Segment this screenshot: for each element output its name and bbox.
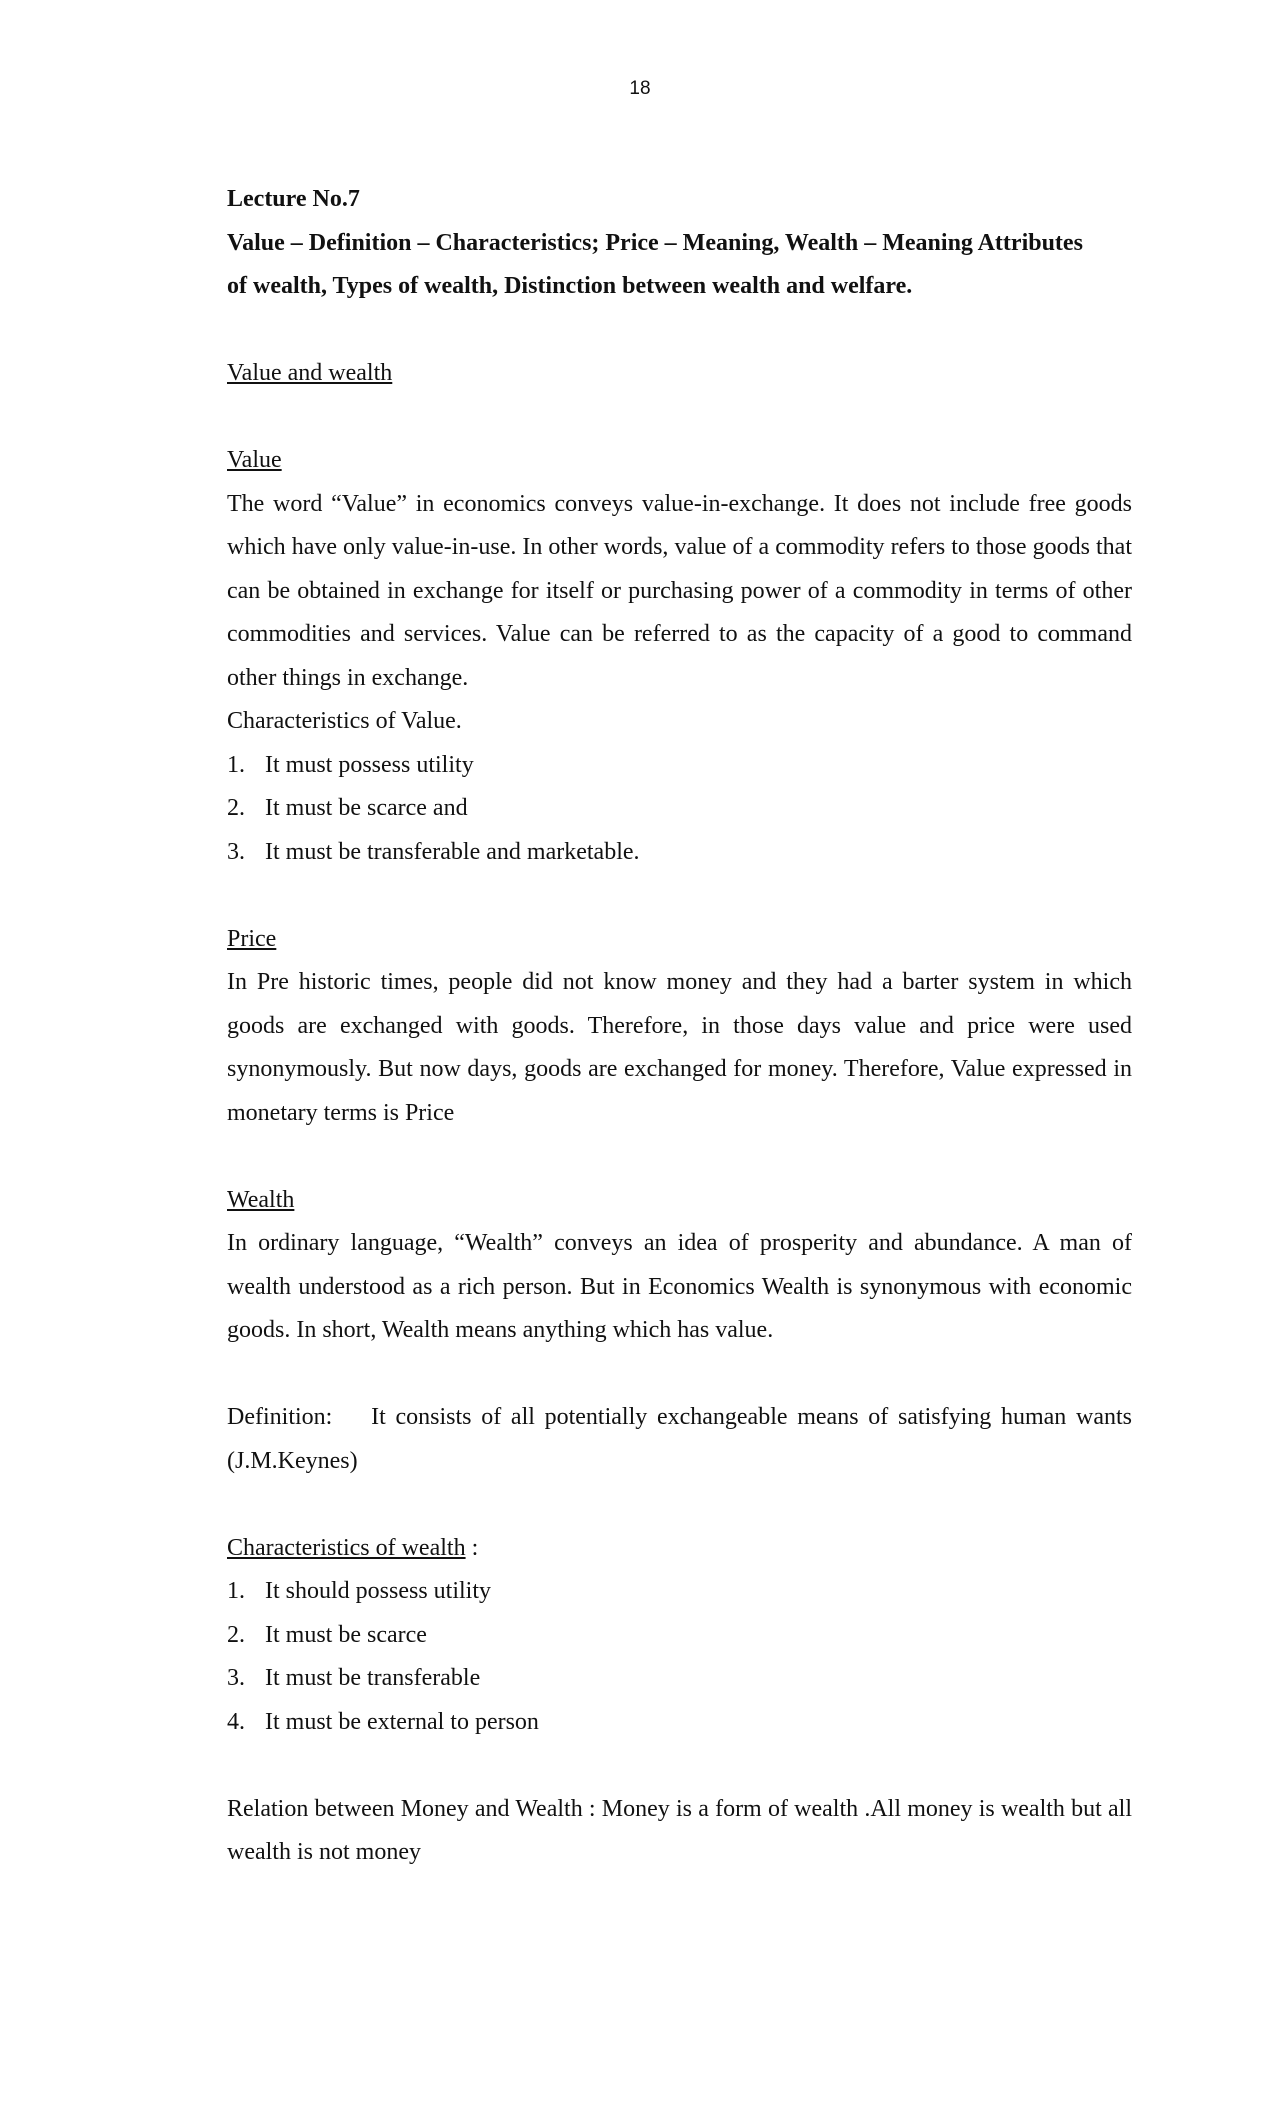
list-item: 2. It must be scarce (227, 1621, 427, 1648)
list-item: 1. It must possess utility (227, 751, 474, 778)
value-characteristics-list (227, 744, 1132, 875)
lecture-title-line1: Value – Definition – Characteristics; Price – Meaning, Wealth – Meaning Attributes (227, 229, 1083, 256)
list-item: 3. It must be transferable and marketable. (227, 838, 640, 865)
list-item: 1. It should possess utility (227, 1578, 492, 1604)
price-paragraph: In Pre historic times, people did not know money and they had a barter system in which goods are exchanged with goods. Therefore, in those days value and price were used synonymously. But now days, goods are exchanged for money. Therefore, Value expressed in monetary terms is Price (227, 969, 1132, 1126)
lecture-number: Lecture No.7 (227, 186, 360, 212)
value-heading: Value (227, 447, 282, 473)
price-heading: Price (227, 925, 277, 952)
value-paragraph: The word “Value” in economics conveys value-in-exchange. It does not include free goods which have only value-in-use. In other words, value of a commodity refers to those goods that can be obtained in exchange for itself or purchasing power of a commodity in terms of other commodities and services. Value can be referred to as the capacity of a good to command other things in exchange. (227, 490, 1132, 691)
wealth-definition (227, 1396, 1132, 1483)
wealth-heading: Wealth (227, 1186, 295, 1213)
lecture-title-line2: of wealth, Types of wealth, Distinction between wealth and welfare. (227, 273, 913, 299)
wealth-paragraph: In ordinary language, “Wealth” conveys an idea of prosperity and abundance. A man of wealth understood as a rich person. But in Economics Wealth is synonymous with economic goods. In short, Wealth means anything which has value. (227, 1230, 1132, 1343)
list-item: 4. It must be external to person (227, 1708, 539, 1735)
wealth-characteristics-list (227, 1570, 1132, 1744)
value-characteristics-title: Characteristics of Value. (227, 708, 462, 734)
list-item: 2. It must be scarce and (227, 795, 468, 821)
page-number: 18 (629, 78, 651, 99)
relation-paragraph: Relation between Money and Wealth : Money is a form of wealth .All money is wealth but all wealth is not money (227, 1795, 1132, 1865)
definition-text: It consists of all potentially exchangeable means of satisfying human wants (J.M.Keynes) (227, 1404, 1132, 1474)
definition-label: Definition: (227, 1404, 333, 1430)
wealth-characteristics-heading: Characteristics of wealth (227, 1534, 466, 1561)
document-body: Lecture No.7 Value – Definition – Characteristics; Price – Meaning, Wealth – Meaning Attributes of wealth, Types of wealth, Distinction between wealth and welfare. Value and wealth Value The word “Value” in economics conveys value-in-exchange. It does not include free goods which have only value-in-use. In other words, value of a commodity refers to those goods that can be obtained in exchange for itself or purchasing power of a commodity in terms of other commodities and services. Value can be referred to as the capacity of a good to command other things in exchange. Characteristics of Value. 1. It must possess utility 2. It must be scarce and 3. It must be transferable and marketable. Price In Pre historic times, people did not know money and they had a barter system in which goods are exchanged with goods. Therefore, in those days value and price were used synonymously. But now days, goods are exchanged for money. Therefore, Value expressed in monetary terms is Price Wealth In ordinary language, “Wealth” conveys an idea of prosperity and abundance. A man of wealth understood as a rich person. But in Economics Wealth is synonymous with economic goods. In short, Wealth means anything which has value. Definition: It consists of all potentially exchangeable means of satisfying human wants (J.M.Keynes) Characteristics of wealth : 1. It should possess utility 2. It must be scarce 3. It must be transferable 4. It must be external to person Relation between Money and Wealth : Money is a form of wealth .All money is wealth but all wealth is not money (227, 178, 1132, 1875)
list-item: 3. It must be transferable (227, 1665, 481, 1691)
section-title: Value and wealth (227, 360, 393, 386)
